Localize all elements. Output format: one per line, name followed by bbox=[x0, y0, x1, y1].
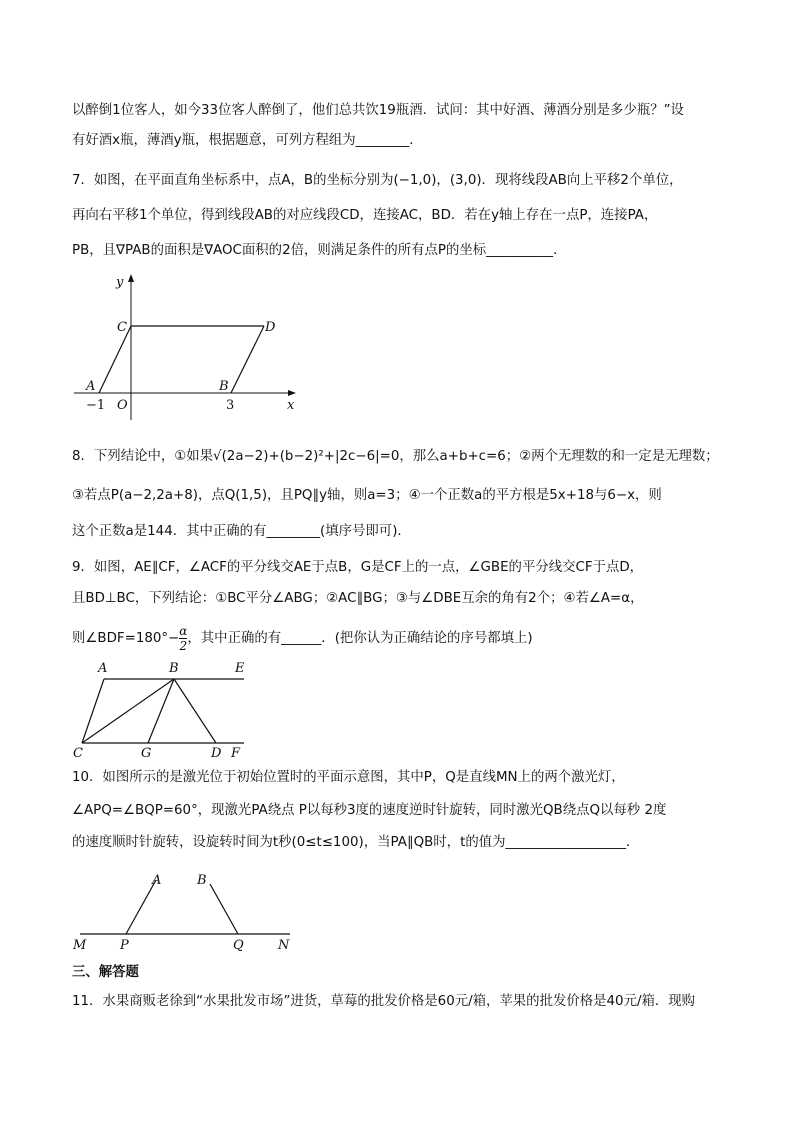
q11-line-1: 11．水果商贩老徐到“水果批发市场”进货，草莓的批发价格是60元/箱，苹果的批发价格是40元/箱．现购 bbox=[72, 994, 696, 1009]
q10-label-B: B bbox=[197, 873, 207, 888]
q7-line-3: PB，且∇PAB的面积是∇AOC面积的2倍，则满足条件的所有点P的坐标__________． bbox=[72, 243, 567, 258]
q9-fraction-numerator: α bbox=[179, 623, 188, 638]
q7-label-O: O bbox=[117, 398, 128, 413]
q9-parallel-figure bbox=[70, 658, 260, 760]
q9-label-E: E bbox=[235, 661, 245, 676]
q10-label-Q: Q bbox=[233, 938, 244, 953]
q9-line-2: 且BD⊥BC，下列结论：①BC平分∠ABG；②AC∥BG；③与∠DBE互余的角有2个；④若∠A=α， bbox=[72, 591, 644, 606]
q9-fraction-denominator: 2 bbox=[179, 638, 188, 653]
q8-line-2: ③若点P(a−2,2a+8)，点Q(1,5)，且PQ∥y轴，则a=3；④一个正数a的平方根是5x+18与6−x，则 bbox=[72, 488, 662, 503]
q8-line-1: 8．下列结论中，①如果√(2a−2)+(b−2)²+|2c−6|=0，那么a+b+c=6；②两个无理数的和一定是无理数； bbox=[72, 449, 719, 464]
q9-label-B: B bbox=[169, 661, 179, 676]
q7-coordinate-figure bbox=[72, 268, 312, 428]
q10-line-3: 的速度顺时针旋转，设旋转时间为t秒(0≤t≤100)，当PA∥QB时，t的值为__________________． bbox=[72, 835, 640, 850]
q9-line-1: 9．如图，AE∥CF，∠ACF的平分线交AE于点B，G是CF上的一点，∠GBE的平分线交CF于点D， bbox=[72, 560, 644, 575]
q7-label-D: D bbox=[265, 320, 276, 335]
q7-label-A: A bbox=[86, 379, 96, 394]
q10-line-1: 10．如图所示的是激光位于初始位置时的平面示意图，其中P，Q是直线MN上的两个激光灯， bbox=[72, 770, 625, 785]
q10-laser-figure bbox=[70, 866, 300, 954]
q8-line-3: 这个正数a是144．其中正确的有________(填序号即可)． bbox=[72, 524, 411, 539]
section-title: 三、解答题 bbox=[72, 965, 139, 980]
q7-label-neg1: −1 bbox=[86, 398, 106, 413]
q7-label-C: C bbox=[117, 320, 127, 335]
q9-label-D: D bbox=[211, 746, 222, 760]
q10-label-M: M bbox=[73, 938, 87, 953]
q7-label-y: y bbox=[116, 275, 124, 290]
q9-label-F: F bbox=[231, 746, 241, 760]
q9-label-C: C bbox=[73, 746, 83, 760]
q9-line-3 bbox=[72, 622, 732, 656]
q7-line-2: 再向右平移1个单位，得到线段AB的对应线段CD，连接AC，BD．若在y轴上存在一点P，连接PA， bbox=[72, 208, 658, 223]
q6-line-1: 以醉倒1位客人，如今33位客人醉倒了，他们总共饮19瓶酒．试问：其中好酒、薄酒分别是多少瓶？”设 bbox=[72, 103, 684, 118]
q9-line-3-end: ，其中正确的有______．(把你认为正确结论的序号都填上) bbox=[187, 631, 533, 646]
q10-label-A: A bbox=[152, 873, 162, 888]
q7-label-B: B bbox=[219, 379, 229, 394]
q6-line-2: 有好酒x瓶，薄酒y瓶，根据题意，可列方程组为________． bbox=[72, 133, 423, 148]
q7-label-3: 3 bbox=[226, 398, 235, 413]
q10-label-P: P bbox=[120, 938, 129, 953]
q7-label-x: x bbox=[287, 398, 295, 413]
q10-label-N: N bbox=[278, 938, 290, 953]
q9-label-A: A bbox=[98, 661, 108, 676]
q10-line-2: ∠APQ=∠BQP=60°，现激光PA绕点 P以每秒3度的速度逆时针旋转，同时激光QB绕点Q以每秒 2度 bbox=[72, 803, 667, 818]
q7-line-1: 7．如图，在平面直角坐标系中，点A，B的坐标分别为(−1,0)，(3,0)．现将线段AB向上平移2个单位， bbox=[72, 173, 683, 188]
q9-label-G: G bbox=[141, 746, 152, 760]
q9-line-3-start: 则∠BDF=180°− bbox=[72, 631, 180, 646]
